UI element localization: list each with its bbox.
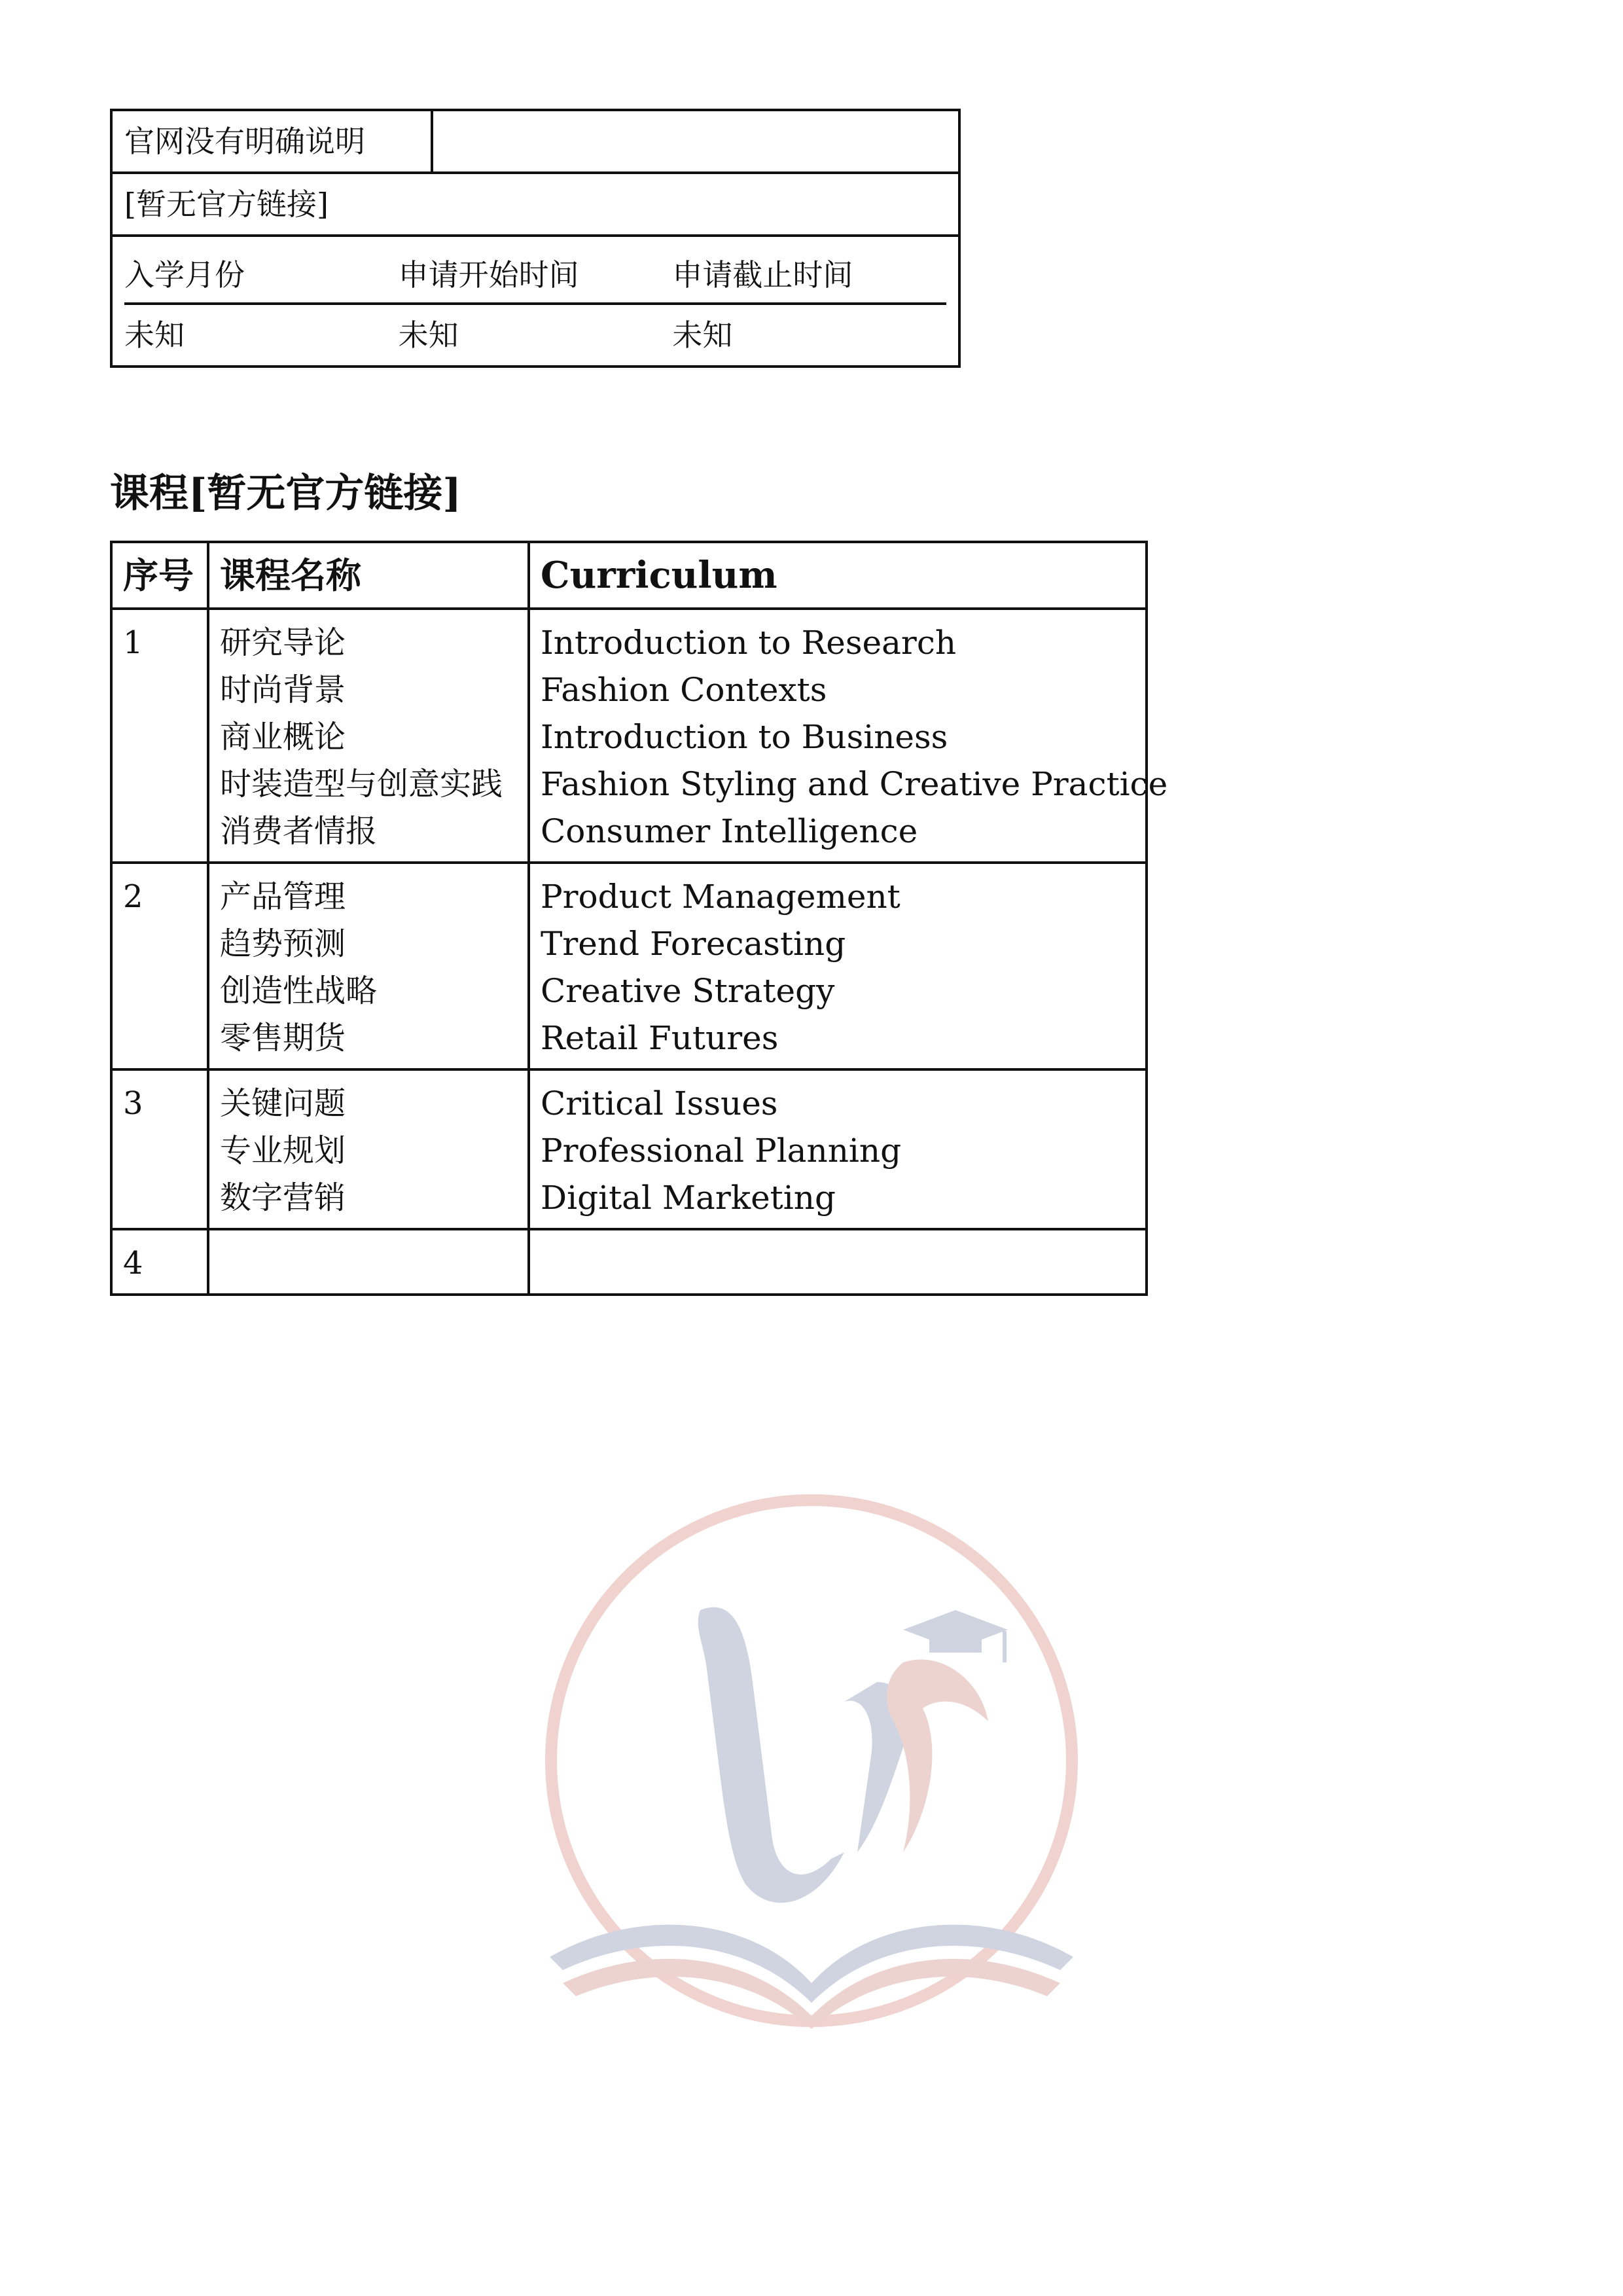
header-curriculum: Curriculum <box>529 542 1147 609</box>
course-name-cn: 关键问题 <box>220 1085 346 1122</box>
course-name-en: Professional Planning <box>541 1132 902 1170</box>
course-name-en: Fashion Styling and Creative Practice <box>541 765 1168 803</box>
course-name-cell <box>208 1229 529 1295</box>
row-number: 2 <box>111 863 208 1069</box>
course-name-en: Trend Forecasting <box>541 925 846 963</box>
course-name-cn: 产品管理 <box>220 878 346 915</box>
course-name-cn: 创造性战略 <box>220 973 378 1009</box>
curriculum-row <box>111 1229 1147 1295</box>
course-name-en: Consumer Intelligence <box>541 812 918 850</box>
course-name-cell <box>208 863 529 1069</box>
curriculum-table <box>110 541 1168 1296</box>
course-name-en: Introduction to Research <box>541 624 957 662</box>
curriculum-cell <box>529 863 1147 1069</box>
course-name-en: Creative Strategy <box>541 972 835 1010</box>
course-name-cn: 商业概论 <box>220 719 346 755</box>
course-name-en: Product Management <box>541 878 901 916</box>
curriculum-header-row <box>111 542 1147 609</box>
curriculum-cell <box>529 1229 1147 1295</box>
course-name-cn: 时装造型与创意实践 <box>220 766 503 802</box>
course-name-cn: 数字营销 <box>220 1179 346 1216</box>
dates-value-intake: 未知 <box>124 317 185 353</box>
row-number: 3 <box>111 1069 208 1229</box>
admission-info-table <box>110 109 961 368</box>
course-name-en: Introduction to Business <box>541 718 948 756</box>
curriculum-row <box>111 1069 1147 1229</box>
dates-value-open: 未知 <box>398 317 459 353</box>
graduation-logo-icon <box>537 1486 1086 2049</box>
info-note: 官网没有明确说明 <box>113 111 433 171</box>
course-name-en: Critical Issues <box>541 1085 778 1122</box>
course-name-cell <box>208 1069 529 1229</box>
header-no: 序号 <box>111 542 208 609</box>
info-note-row <box>113 111 958 174</box>
course-name-en: Retail Futures <box>541 1019 779 1057</box>
dates-header-row <box>124 237 946 305</box>
info-link: [暂无官方链接] <box>113 174 958 237</box>
course-name-cn: 消费者情报 <box>220 813 378 850</box>
dates-block <box>113 237 958 365</box>
dates-header-intake: 入学月份 <box>124 257 245 293</box>
course-name-cn: 趋势预测 <box>220 925 346 962</box>
dates-header-open: 申请开始时间 <box>398 257 579 293</box>
header-course-name: 课程名称 <box>208 542 529 609</box>
course-name-en: Fashion Contexts <box>541 671 827 709</box>
curriculum-cell <box>529 609 1168 863</box>
info-note-empty-cell <box>433 111 958 171</box>
course-name-cn: 时尚背景 <box>220 672 346 708</box>
course-name-cn: 零售期货 <box>220 1020 346 1056</box>
section-title: 课程[暂无官方链接] <box>110 471 461 516</box>
row-number: 1 <box>111 609 208 863</box>
dates-value-row <box>124 305 946 365</box>
curriculum-body <box>111 609 1168 1295</box>
course-name-en: Digital Marketing <box>541 1179 836 1217</box>
curriculum-row <box>111 609 1147 863</box>
dates-header-deadline: 申请截止时间 <box>672 257 853 293</box>
course-name-cn: 研究导论 <box>220 624 346 661</box>
course-name-cn: 专业规划 <box>220 1132 346 1169</box>
course-name-cell <box>208 609 529 863</box>
curriculum-row <box>111 863 1147 1069</box>
curriculum-cell <box>529 1069 1147 1229</box>
dates-value-deadline: 未知 <box>672 317 733 353</box>
row-number: 4 <box>111 1229 208 1295</box>
